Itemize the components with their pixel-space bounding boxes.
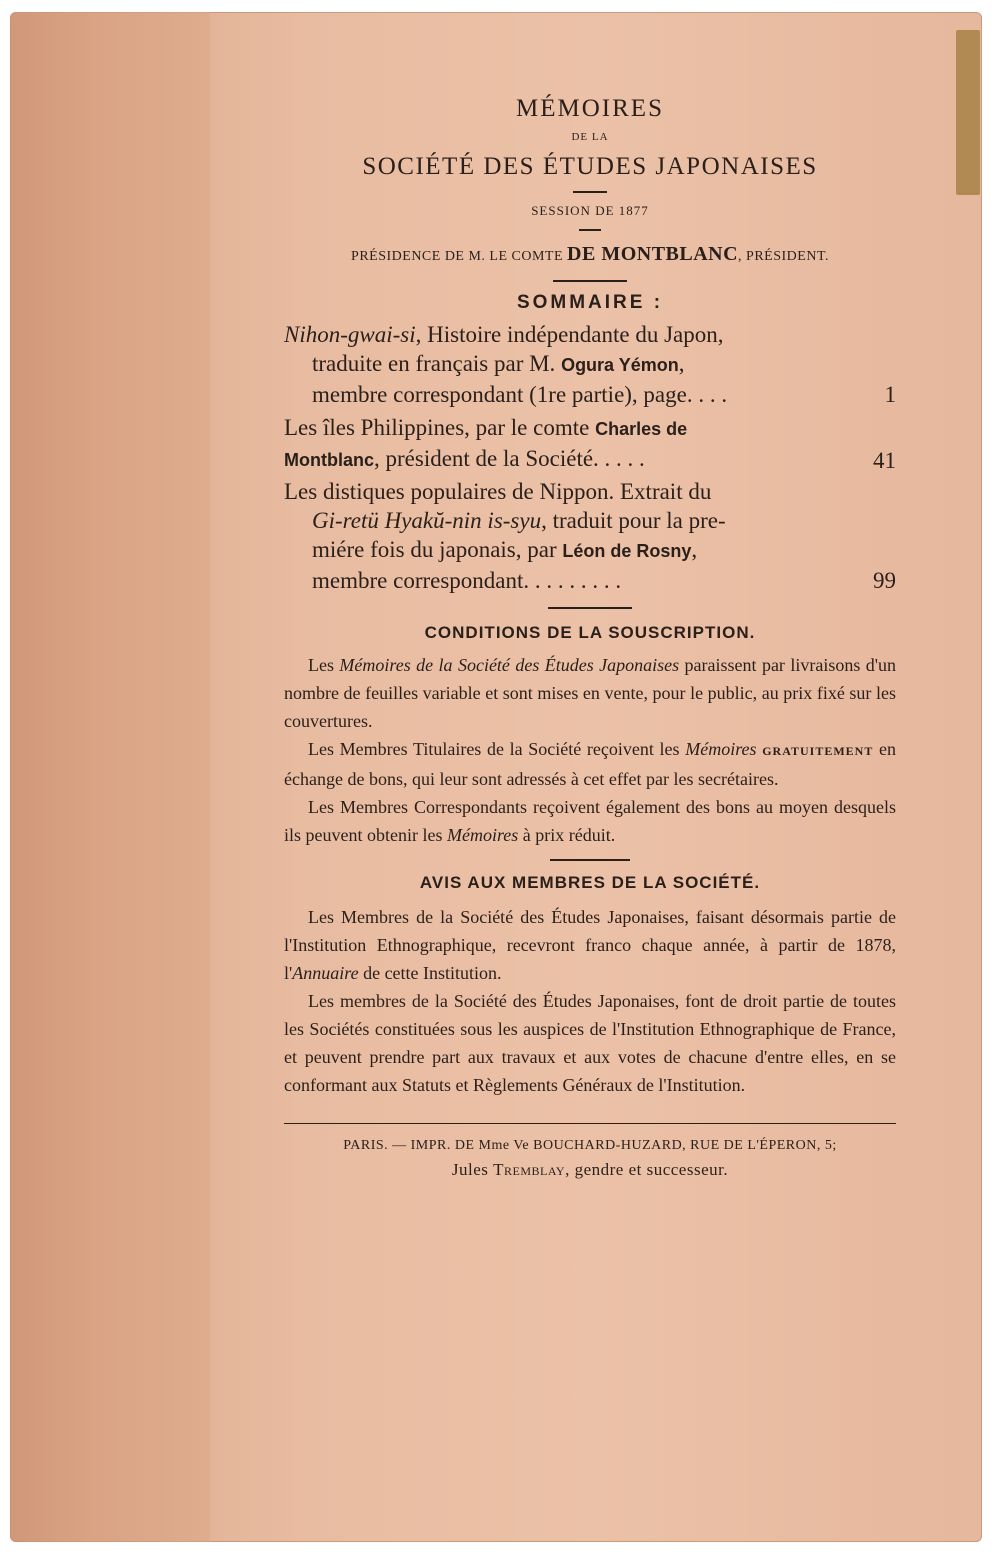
de-la: DE LA [571,131,609,143]
toc-page-number: 41 [873,448,896,473]
divider [550,859,630,861]
toc-text: , [678,351,685,376]
toc-text: membre correspondant (1re partie), page. . . . [312,382,728,407]
sommaire-heading: SOMMAIRE : [516,292,664,313]
presidence-suffix: , PRÉSIDENT. [738,249,829,264]
avis-heading: AVIS AUX MEMBRES DE LA SOCIÉTÉ. [419,873,761,892]
toc-text: , traduit pour la pre- [541,508,726,533]
presidence-line [284,243,896,266]
avis-paragraph-1 [284,903,896,987]
toc-author: Montblanc [284,450,374,470]
text: Les [308,655,340,675]
divider [579,229,601,231]
toc-text: , Histoire indépendante du Japon, [415,322,724,347]
table-of-contents [284,320,896,595]
toc-text: , président de la Société. . . . . [374,446,645,471]
text: à prix réduit. [518,825,616,845]
text-italic: Mémoires de la Société des Études Japonaises [339,655,680,675]
text: Jules [451,1160,494,1179]
toc-text: miére fois du japonais, par [312,537,563,562]
session: SESSION DE 1877 [531,203,649,218]
toc-title-italic: Gi-retü Hyakŭ-nin is-syu [312,508,542,533]
text: paraissent par livraisons d'un nombre de feuilles variable et sont mises en vente, pour le public, au prix fixé sur les couvertures. [284,655,896,731]
toc-author: Léon de Rosny [562,541,692,561]
toc-author: Charles de [595,419,688,439]
divider [573,191,607,193]
title: MÉMOIRES [516,95,664,122]
text: , gendre et successeur. [565,1160,729,1179]
imprint-line-1: PARIS. — IMPR. DE Mme Ve BOUCHARD-HUZARD, RUE DE L'ÉPERON, 5; [343,1138,837,1153]
imprint-line-2 [284,1158,896,1182]
text: Les Membres Titulaires de la Société reçoivent les [308,739,686,759]
text-italic: Annuaire [292,963,359,983]
toc-text: membre correspondant. . . . . . . . . [312,568,622,593]
text: Les Membres Correspondants reçoivent également des bons au moyen desquels ils peuvent obtenir les [284,797,896,845]
presidence-prefix: PRÉSIDENCE DE M. LE COMTE [351,249,564,264]
avis-paragraph-2: Les membres de la Société des Études Japonaises, font de droit partie de toutes les Sociétés constituées sous les auspices de l'Institution Ethnographique de France, et peuvent prendre part aux travaux et aux votes de chacune d'entre elles, en se conformant aux Statuts et Règlements Généraux de l'Institution. [284,991,896,1095]
toc-page-number: 1 [884,382,896,407]
text: en échange de bons, qui leur sont adressés à cet effet par les secrétaires. [284,739,896,789]
text: Les Membres de la Société des Études Japonaises, faisant désormais partie de l'Institution Ethnographique, recevront franco chaque année, à partir de 1878, l' [284,907,896,983]
imprint [284,1134,896,1182]
toc-entry [284,320,896,409]
cover-page-text [284,95,896,1182]
conditions-paragraph-2 [284,735,896,793]
conditions-paragraph-1 [284,651,896,735]
divider [548,607,632,609]
presidence-name: DE MONTBLANC [567,243,739,265]
tape-strip [956,30,980,195]
toc-text: traduite en français par M. [312,351,562,376]
toc-text: Les îles Philippines, par le comte [284,415,596,440]
conditions-heading: CONDITIONS DE LA SOUSCRIPTION. [424,623,756,642]
toc-author: Ogura Yémon [561,355,679,375]
toc-text: , [691,537,698,562]
text-italic: Mémoires [446,825,519,845]
footer-divider [284,1123,896,1124]
conditions-paragraph-3 [284,793,896,849]
toc-title-italic: Nihon-gwai-si [284,322,416,347]
toc-text: Les distiques populaires de Nippon. Extrait du [284,479,712,504]
society-name: SOCIÉTÉ DES ÉTUDES JAPONAISES [362,153,818,180]
cover-spine-strip [10,12,210,1542]
toc-page-number: 99 [873,568,896,593]
text-small-caps: Tremblay [493,1160,566,1179]
toc-entry [284,477,896,595]
text: de cette Institution. [358,963,502,983]
divider [553,280,627,282]
text-italic: Mémoires [685,739,757,759]
text-caps: GRATUITEMENT [762,744,874,758]
toc-entry [284,413,896,475]
